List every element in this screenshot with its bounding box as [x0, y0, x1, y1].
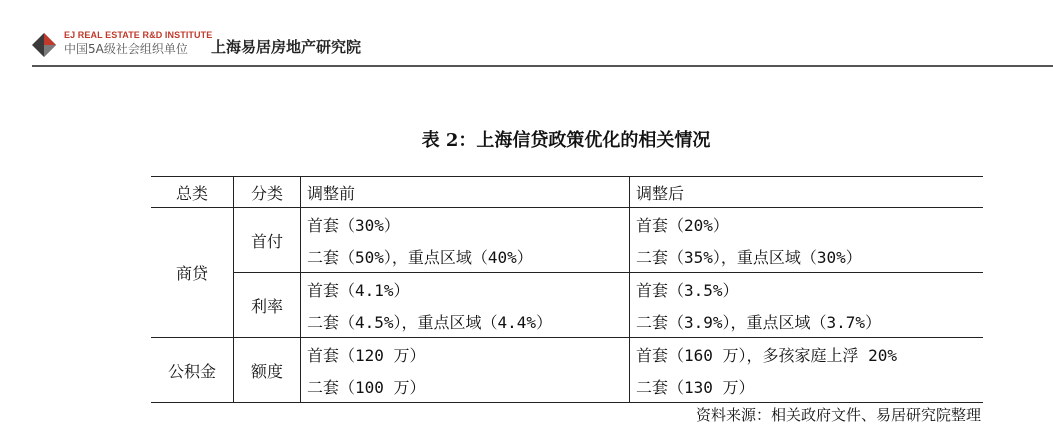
policy-table [151, 176, 983, 403]
subcategory-cell: 首付 [234, 208, 301, 273]
after-cell: 二套（35%），重点区域（30%） [630, 240, 984, 273]
subcategory-cell: 利率 [234, 273, 301, 338]
after-cell: 首套（20%） [636, 215, 729, 235]
category-cell: 公积金 [151, 338, 234, 403]
diamond-logo-icon [30, 31, 58, 59]
after-cell: 二套（130 万） [630, 370, 984, 403]
page-header [0, 0, 1053, 68]
source-note: 资料来源：相关政府文件、易居研究院整理 [695, 406, 981, 424]
logo-english-text: EJ REAL ESTATE R&D INSTITUTE [64, 30, 213, 40]
header-before: 调整前 [301, 177, 630, 208]
table-row [151, 338, 983, 371]
header-divider [32, 65, 1053, 67]
before-cell: 首套（4.1%） [301, 273, 630, 306]
table-row [151, 208, 983, 241]
header-after: 调整后 [630, 177, 984, 208]
institute-name: 上海易居房地产研究院 [211, 38, 362, 56]
before-cell: 二套（50%），重点区域（40%） [301, 240, 630, 273]
header-subcategory: 分类 [234, 177, 301, 208]
table-row [151, 273, 983, 306]
category-cell: 商贷 [151, 208, 234, 338]
before-cell: 首套（30%） [301, 208, 630, 241]
table-header-row [151, 177, 983, 208]
after-cell: 首套（3.5%） [636, 280, 739, 300]
table-title: 表 2：上海信贷政策优化的相关情况 [421, 130, 711, 151]
after-cell: 二套（3.9%），重点区域（3.7%） [630, 305, 984, 338]
before-cell: 首套（120 万） [301, 338, 630, 371]
before-cell: 二套（100 万） [301, 370, 630, 403]
before-cell: 二套（4.5%），重点区域（4.4%） [301, 305, 630, 338]
logo-chinese-text: 中国5A级社会组织单位 [64, 42, 188, 56]
subcategory-cell: 额度 [234, 338, 301, 403]
header-category: 总类 [151, 177, 234, 208]
after-cell: 首套（160 万），多孩家庭上浮 20% [636, 345, 898, 365]
